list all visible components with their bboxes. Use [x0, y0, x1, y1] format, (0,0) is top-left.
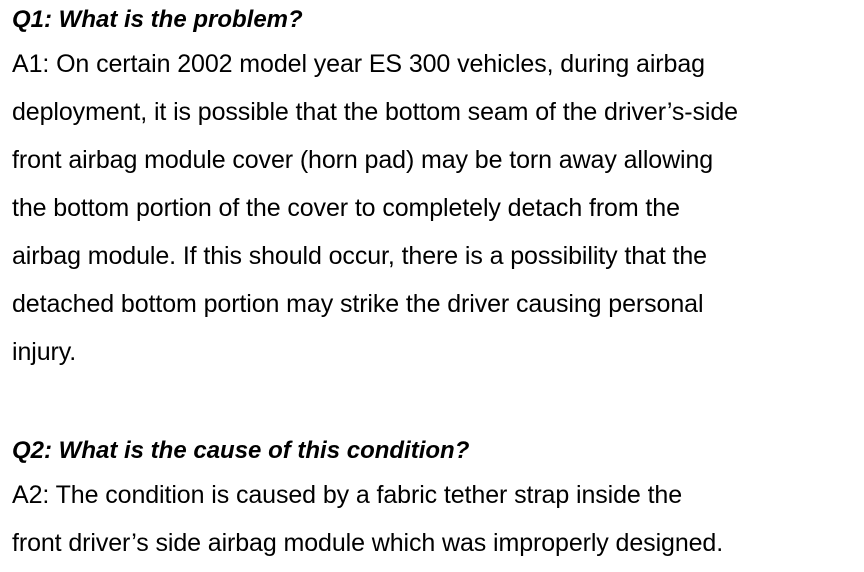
answer-1-line: front airbag module cover (horn pad) may be torn away allowing — [12, 146, 714, 174]
qa-section-2 — [12, 435, 858, 567]
answer-1-line: the bottom portion of the cover to completely detach from the — [12, 194, 680, 222]
qa-section-1 — [12, 4, 858, 376]
document-page — [12, 4, 858, 567]
question-1: Q1: What is the problem? — [12, 6, 303, 33]
answer-2-line: front driver’s side airbag module which was improperly designed. — [12, 529, 724, 557]
answer-2 — [12, 471, 858, 567]
answer-1 — [12, 40, 858, 376]
answer-2-line: A2: The condition is caused by a fabric tether strap inside the — [12, 481, 683, 509]
answer-1-line: detached bottom portion may strike the driver causing personal — [12, 290, 704, 318]
answer-1-line: airbag module. If this should occur, there is a possibility that the — [12, 242, 707, 270]
answer-1-line: A1: On certain 2002 model year ES 300 vehicles, during airbag — [12, 50, 705, 78]
answer-1-line: deployment, it is possible that the bottom seam of the driver’s-side — [12, 98, 738, 126]
answer-1-line: injury. — [12, 338, 77, 366]
question-2: Q2: What is the cause of this condition? — [12, 437, 470, 464]
